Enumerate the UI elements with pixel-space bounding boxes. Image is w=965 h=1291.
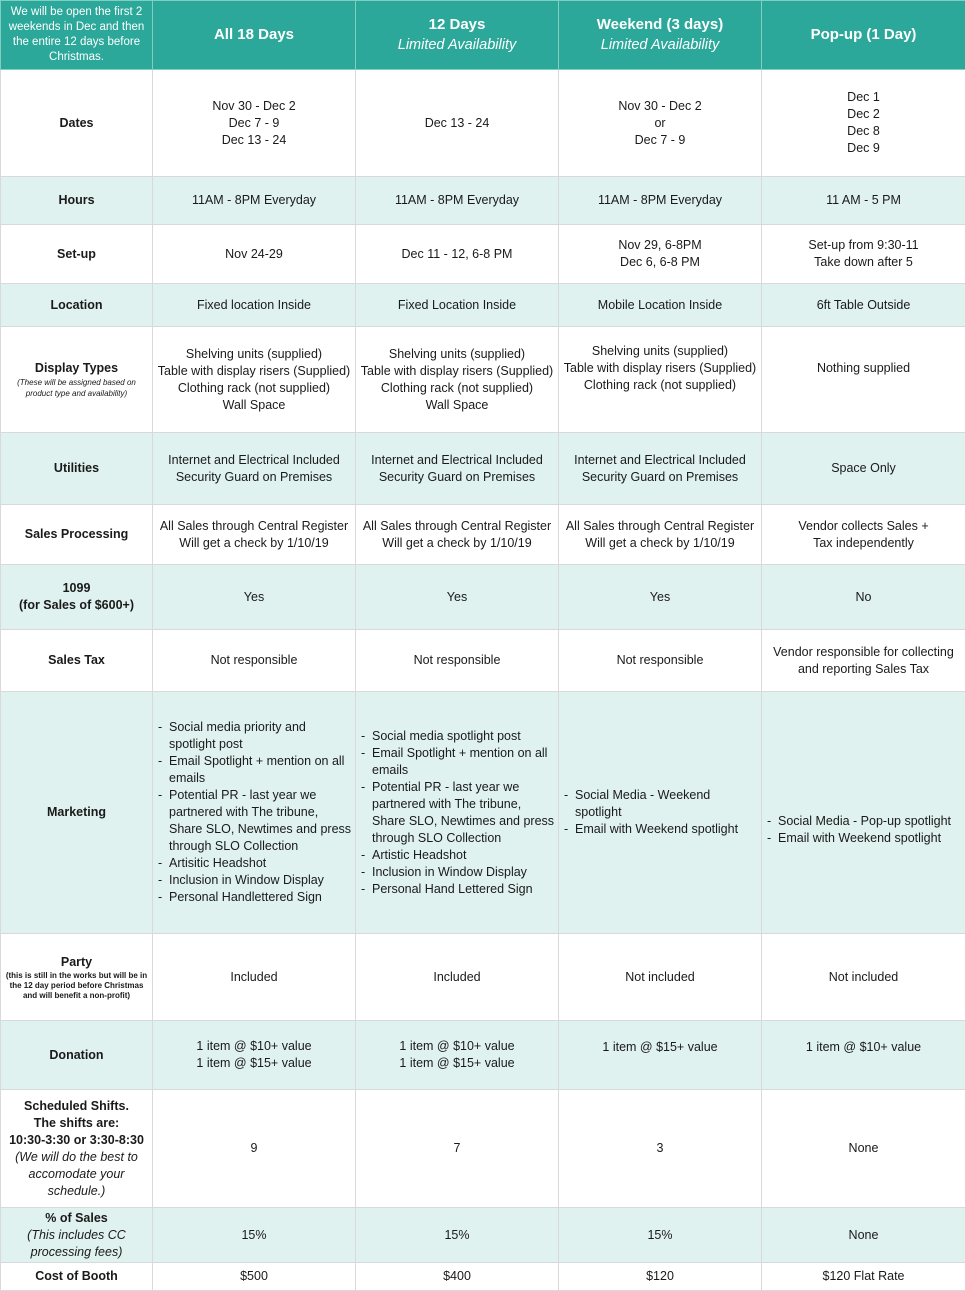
marketing-list: [561, 787, 759, 838]
cell: 1 item @ $15+ value: [559, 1021, 762, 1090]
row-sales-processing: [1, 505, 965, 565]
cell: 15%: [559, 1208, 762, 1263]
cell: Yes: [559, 565, 762, 630]
row-label: Marketing: [1, 692, 153, 934]
cell: All Sales through Central Register Will get a check by 1/10/19: [559, 505, 762, 565]
cell: Dec 13 - 24: [356, 70, 559, 177]
cell: Nov 30 - Dec 2 or Dec 7 - 9: [559, 70, 762, 177]
row-label: Hours: [1, 177, 153, 225]
list-item: - Artistic Headshot: [360, 847, 556, 864]
row-label: % of Sales (This includes CC processing fees): [1, 1208, 153, 1263]
row-note: (We will do the best to accomodate your schedule.): [15, 1149, 138, 1198]
row-marketing: [1, 692, 965, 934]
cell: [762, 692, 965, 934]
marketing-list: [155, 719, 353, 906]
cell: $120 Flat Rate: [762, 1263, 965, 1291]
cell: 3: [559, 1090, 762, 1208]
column-header-weekend: [559, 1, 762, 70]
cell: Yes: [153, 565, 356, 630]
row-party: [1, 934, 965, 1021]
row-label: Dates: [1, 70, 153, 177]
cell: [356, 692, 559, 934]
header-row: [1, 1, 965, 70]
cell: Internet and Electrical Included Security Guard on Premises: [356, 433, 559, 505]
row-label: Donation: [1, 1021, 153, 1090]
row-note: (this is still in the works but will be in the 12 day period before Christmas and will benefit a non-profit): [5, 970, 148, 1000]
cell: 1 item @ $10+ value 1 item @ $15+ value: [356, 1021, 559, 1090]
cell: None: [762, 1090, 965, 1208]
cell: Internet and Electrical Included Security Guard on Premises: [153, 433, 356, 505]
cell: Set-up from 9:30-11 Take down after 5: [762, 225, 965, 284]
cell: Dec 11 - 12, 6-8 PM: [356, 225, 559, 284]
cell: Nov 29, 6-8PM Dec 6, 6-8 PM: [559, 225, 762, 284]
cell: 11AM - 8PM Everyday: [559, 177, 762, 225]
cell: Not included: [762, 934, 965, 1021]
cell: Shelving units (supplied) Table with display risers (Supplied) Clothing rack (not supplied): [559, 327, 762, 433]
cell: Vendor collects Sales + Tax independently: [762, 505, 965, 565]
row-label: Set-up: [1, 225, 153, 284]
list-item: - Social media priority and spotlight post: [157, 719, 353, 753]
cell: Internet and Electrical Included Security Guard on Premises: [559, 433, 762, 505]
cell: All Sales through Central Register Will get a check by 1/10/19: [356, 505, 559, 565]
cell: 9: [153, 1090, 356, 1208]
row-note: (This includes CC processing fees): [27, 1227, 126, 1259]
row-donation: [1, 1021, 965, 1090]
cell: Vendor responsible for collecting and reporting Sales Tax: [762, 630, 965, 692]
cell: All Sales through Central Register Will get a check by 1/10/19: [153, 505, 356, 565]
list-item: - Inclusion in Window Display: [157, 872, 353, 889]
cell: Fixed Location Inside: [356, 284, 559, 327]
cell: 1 item @ $10+ value: [762, 1021, 965, 1090]
row-label: Sales Tax: [1, 630, 153, 692]
cell: Space Only: [762, 433, 965, 505]
list-item: - Email Spotlight + mention on all emails: [360, 745, 556, 779]
cell: Shelving units (supplied) Table with display risers (Supplied) Clothing rack (not supplied) Wall Space: [153, 327, 356, 433]
cell: Dec 1 Dec 2 Dec 8 Dec 9: [762, 70, 965, 177]
list-item: - Potential PR - last year we partnered with The tribune, Share SLO, Newtimes and press through SLO Collection: [157, 787, 353, 855]
cell: 15%: [356, 1208, 559, 1263]
row-label: Sales Processing: [1, 505, 153, 565]
cell: Shelving units (supplied) Table with display risers (Supplied) Clothing rack (not supplied) Wall Space: [356, 327, 559, 433]
column-title: All 18 Days: [213, 26, 295, 43]
row-label: 1099 (for Sales of $600+): [1, 565, 153, 630]
row-display-types: [1, 327, 965, 433]
cell: Nov 24-29: [153, 225, 356, 284]
row-label: Location: [1, 284, 153, 327]
cell: Yes: [356, 565, 559, 630]
cell: Included: [153, 934, 356, 1021]
row-label: Cost of Booth: [1, 1263, 153, 1291]
column-title: Pop-up (1 Day): [810, 26, 917, 43]
column-subtitle: Limited Availability: [600, 37, 720, 53]
cell: 15%: [153, 1208, 356, 1263]
cell: 7: [356, 1090, 559, 1208]
list-item: - Personal Hand Lettered Sign: [360, 881, 556, 898]
list-item: - Social media spotlight post: [360, 728, 556, 745]
list-item: - Social Media - Pop-up spotlight: [766, 813, 963, 830]
row-note: (These will be assigned based on product type and availability): [17, 378, 136, 398]
row-hours: [1, 177, 965, 225]
column-subtitle: Limited Availability: [397, 37, 517, 53]
row-sales-tax: [1, 630, 965, 692]
row-label: Utilities: [1, 433, 153, 505]
cell: Not responsible: [356, 630, 559, 692]
marketing-list: [764, 813, 963, 847]
row-1099: [1, 565, 965, 630]
cell: Nov 30 - Dec 2 Dec 7 - 9 Dec 13 - 24: [153, 70, 356, 177]
row-label: Display Types (These will be assigned based on product type and availability): [1, 327, 153, 433]
column-header-pop-up: [762, 1, 965, 70]
cell: Nothing supplied: [762, 327, 965, 433]
marketing-list: [358, 728, 556, 898]
row-scheduled-shifts: [1, 1090, 965, 1208]
cell: 11AM - 8PM Everyday: [153, 177, 356, 225]
cell: 11AM - 8PM Everyday: [356, 177, 559, 225]
cell: Not responsible: [153, 630, 356, 692]
cell: Included: [356, 934, 559, 1021]
row-location: [1, 284, 965, 327]
cell: Mobile Location Inside: [559, 284, 762, 327]
row-setup: [1, 225, 965, 284]
cell: $120: [559, 1263, 762, 1291]
list-item: - Social Media - Weekend spotlight: [563, 787, 759, 821]
cell: 1 item @ $10+ value 1 item @ $15+ value: [153, 1021, 356, 1090]
row-dates: [1, 70, 965, 177]
column-header-12-days: [356, 1, 559, 70]
cell: $400: [356, 1263, 559, 1291]
column-title: 12 Days: [428, 16, 486, 33]
cell: 11 AM - 5 PM: [762, 177, 965, 225]
cell: Not responsible: [559, 630, 762, 692]
cell: [153, 692, 356, 934]
row-label: Scheduled Shifts. The shifts are: 10:30-3:30 or 3:30-8:30 (We will do the best to accomodate your schedule.): [1, 1090, 153, 1208]
cell: [559, 692, 762, 934]
cell: No: [762, 565, 965, 630]
cell: 6ft Table Outside: [762, 284, 965, 327]
list-item: - Inclusion in Window Display: [360, 864, 556, 881]
row-label: Party (this is still in the works but will be in the 12 day period before Christmas and will benefit a non-profit): [1, 934, 153, 1021]
row-cost-of-booth: [1, 1263, 965, 1291]
list-item: - Email with Weekend spotlight: [766, 830, 963, 847]
list-item: - Email with Weekend spotlight: [563, 821, 759, 838]
list-item: - Email Spotlight + mention on all emails: [157, 753, 353, 787]
cell: Not included: [559, 934, 762, 1021]
header-note: We will be open the first 2 weekends in Dec and then the entire 12 days before Christmas.: [1, 1, 153, 70]
list-item: - Artisitic Headshot: [157, 855, 353, 872]
column-title: Weekend (3 days): [596, 16, 724, 33]
column-header-all-18-days: [153, 1, 356, 70]
cell: None: [762, 1208, 965, 1263]
row-utilities: [1, 433, 965, 505]
cell: $500: [153, 1263, 356, 1291]
cell: Fixed location Inside: [153, 284, 356, 327]
list-item: - Personal Handlettered Sign: [157, 889, 353, 906]
row-percent-of-sales: [1, 1208, 965, 1263]
list-item: - Potential PR - last year we partnered with The tribune, Share SLO, Newtimes and press through SLO Collection: [360, 779, 556, 847]
